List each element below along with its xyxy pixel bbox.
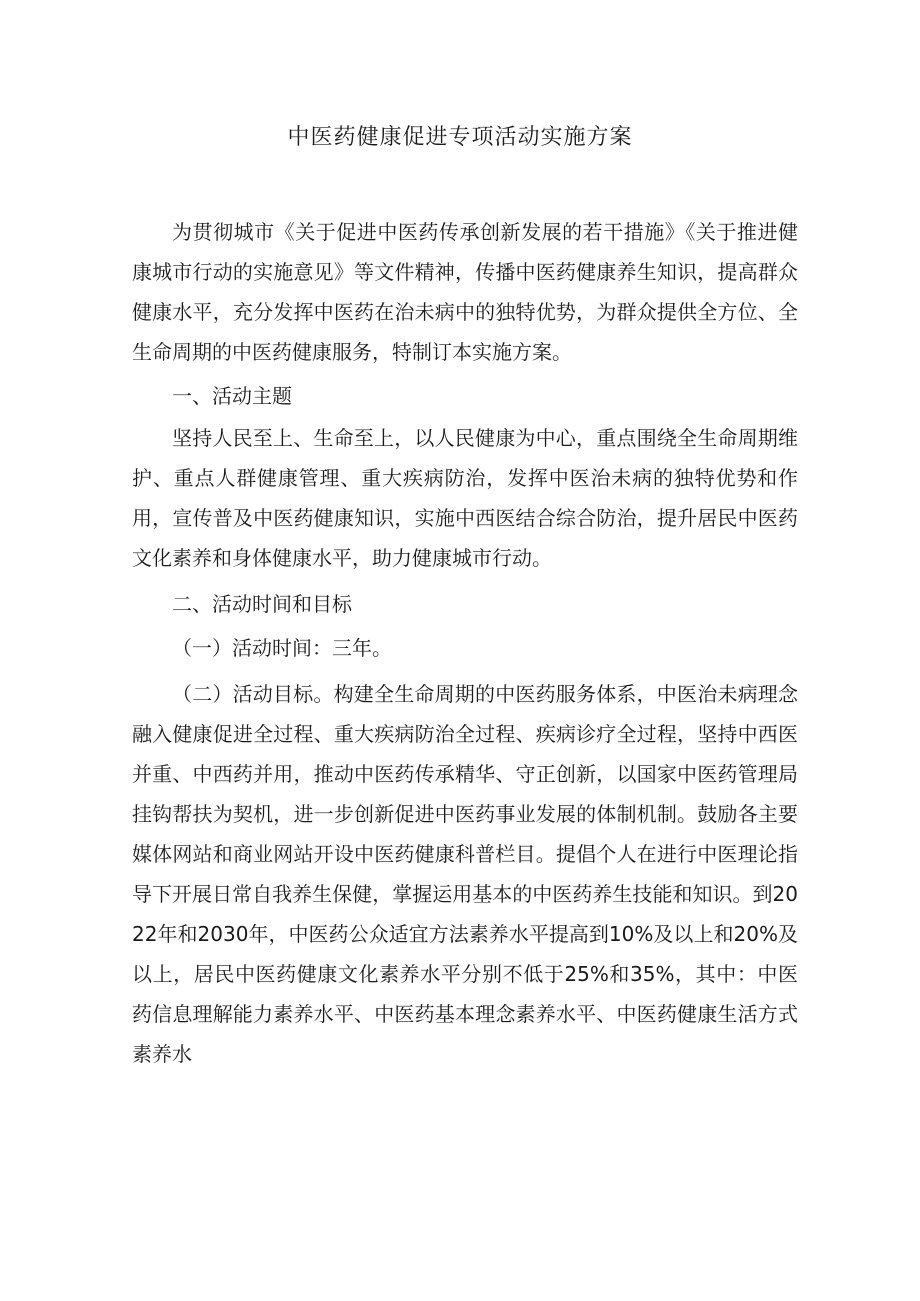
section-heading-time-goals: 二、活动时间和目标 [172,592,352,616]
document-title: 中医药健康促进专项活动实施方案 [287,125,633,150]
document-body [132,212,798,1074]
theme-paragraph: 坚持人民至上、生命至上，以人民健康为中心，重点围绕全生命周期维护、重点人群健康管理、重大疾病防治，发挥中医治未病的独特优势和作用，宣传普及中医药健康知识，实施中西医结合综合防治，提升居民中医药文化素养和身体健康水平，助力健康城市行动。 [132,426,798,570]
section-heading-theme: 一、活动主题 [172,384,292,408]
activity-goals-paragraph: （二）活动目标。构建全生命周期的中医药服务体系，中医治未病理念融入健康促进全过程、重大疾病防治全过程、疾病诊疗全过程，坚持中西医并重、中西药并用，推动中医药传承精华、守正创新，以国家中医药管理局挂钩帮扶为契机，进一步创新促进中医药事业发展的体制机制。鼓励各主要媒体网站和商业网站开设中医药健康科普栏目。提倡个人在进行中医理论指导下开展日常自我养生保健，掌握运用基本的中医药养生技能和知识。到2022年和2030年，中医药公众适宜方法素养水平提高到10%及以上和20%及以上，居民中医药健康文化素养水平分别不低于25%和35%，其中：中医药信息理解能力素养水平、中医药基本理念素养水平、中医药健康生活方式素养水 [132,682,798,1066]
activity-time-item: （一）活动时间：三年。 [172,636,392,660]
intro-paragraph: 为贯彻城市《关于促进中医药传承创新发展的若干措施》《关于推进健康城市行动的实施意见》等文件精神，传播中医药健康养生知识，提高群众健康水平，充分发挥中医药在治未病中的独特优势，为群众提供全方位、全生命周期的中医药健康服务，特制订本实施方案。 [132,220,798,364]
